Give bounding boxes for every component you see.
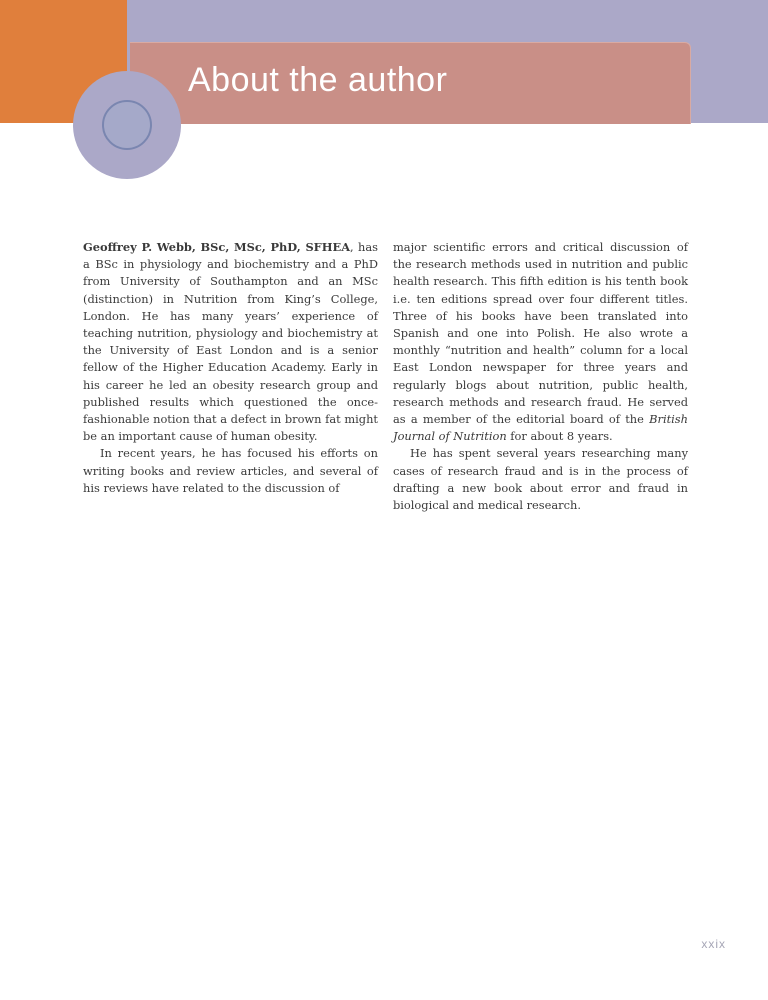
body-column-left (83, 239, 378, 497)
author-name: Geoffrey P. Webb, BSc, MSc, PhD, SFHEA (83, 240, 351, 254)
bio-text: , has a BSc in physiology and biochemistry and a PhD from University of Southampton and an MSc (distinction) in Nutrition from King’s College, London. He has many years’ experience of teaching nutrition, physiology and biochemistry at the University of East London and is a senior fellow of the Higher Education Academy. Early in his career he led an obesity research group and published results which questioned the once-fashionable notion that a defect in brown fat might be an important cause of human obesity. (83, 240, 378, 444)
paragraph-recent-years: In recent years, he has focused his efforts on writing books and review articles, and several of his reviews have related to the discussion of (83, 446, 378, 495)
decorative-circle-icon (72, 70, 182, 180)
paragraph-research-fraud: He has spent several years researching many cases of research fraud and is in the process of drafting a new book about error and fraud in biological and medical research. (393, 446, 688, 513)
page-title: About the author (188, 61, 448, 99)
title-panel (130, 42, 691, 124)
books-text-end: for about 8 years. (506, 429, 613, 444)
journal-title: British Journal of Nutrition (393, 412, 688, 444)
paragraph-bio (83, 239, 378, 445)
page-number: xxix (701, 937, 726, 951)
paragraph-books (393, 239, 688, 445)
books-text: major scientific errors and critical discussion of the research methods used in nutrition and public health research. This fifth edition is his tenth book i.e. ten editions spread over four different titles. Three of his books have been translated into Spanish and one into Polish. He also wrote a monthly “nutrition and health” column for a local East London newspaper for three years and regularly blogs about nutrition, public health, research methods and research fraud. He served as a member of the editorial board of the (393, 240, 688, 427)
body-column-right (393, 239, 688, 514)
